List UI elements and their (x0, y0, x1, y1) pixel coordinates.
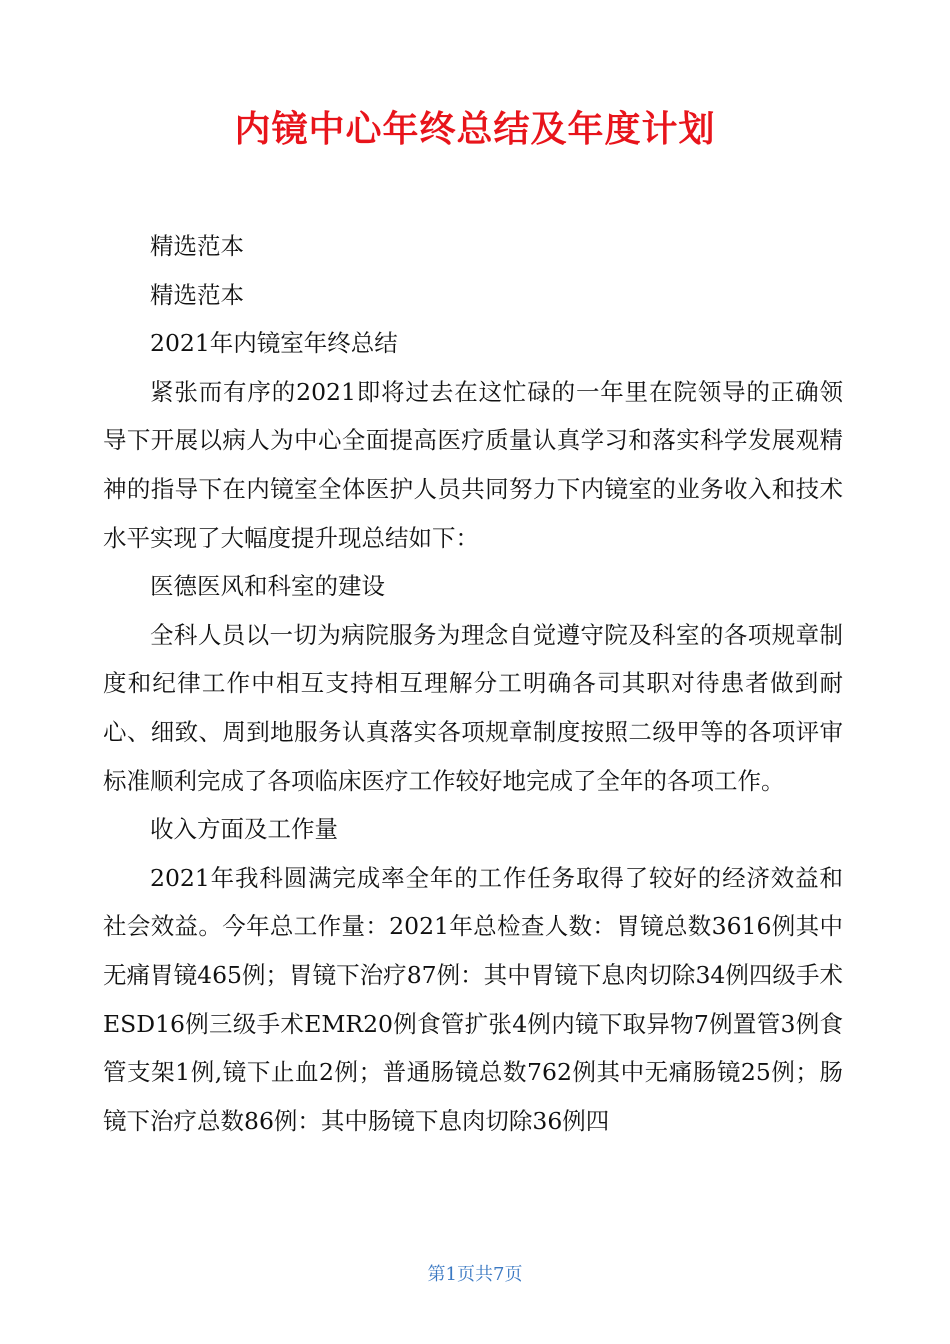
section-heading-workload: 收入方面及工作量 (150, 815, 338, 844)
document-title: 内镜中心年终总结及年度计划 (234, 109, 716, 150)
section-heading-annual-summary: 2021年内镜室年终总结 (150, 329, 398, 358)
paragraph-workload: 2021年我科圆满完成率全年的工作任务取得了较好的经济效益和社会效益。今年总工作量：2021年总检查人数：胃镜总数3616例其中无痛胃镜465例；胃镜下治疗87例：其中胃镜下息肉切除34例四级手术ESD16例三级手术EMR20例食管扩张4例内镜下取异物7例置管3例食管支架1例,镜下止血2例；普通肠镜总数762例其中无痛肠镜25例；肠镜下治疗总数86例：其中肠镜下息肉切除36例四 (103, 863, 843, 1135)
paragraph-label-1: 精选范本 (150, 232, 244, 260)
paragraph-ethics: 全科人员以一切为病院服务为理念自觉遵守院及科室的各项规章制度和纪律工作中相互支持相互理解分工明确各司其职对待患者做到耐心、细致、周到地服务认真落实各项规章制度按照二级甲等的各项评审标准顺利完成了各项临床医疗工作较好地完成了全年的各项工作。 (103, 620, 843, 795)
document-body (103, 222, 843, 1145)
section-heading-ethics: 医德医风和科室的建设 (150, 572, 385, 601)
page-number-footer: 第1页共7页 (427, 1264, 523, 1285)
paragraph-label-2: 精选范本 (150, 280, 244, 309)
paragraph-intro: 紧张而有序的2021即将过去在这忙碌的一年里在院领导的正确领导下开展以病人为中心全面提高医疗质量认真学习和落实科学发展观精神的指导下在内镜室全体医护人员共同努力下内镜室的业务收入和技术水平实现了大幅度提升现总结如下： (103, 377, 843, 552)
